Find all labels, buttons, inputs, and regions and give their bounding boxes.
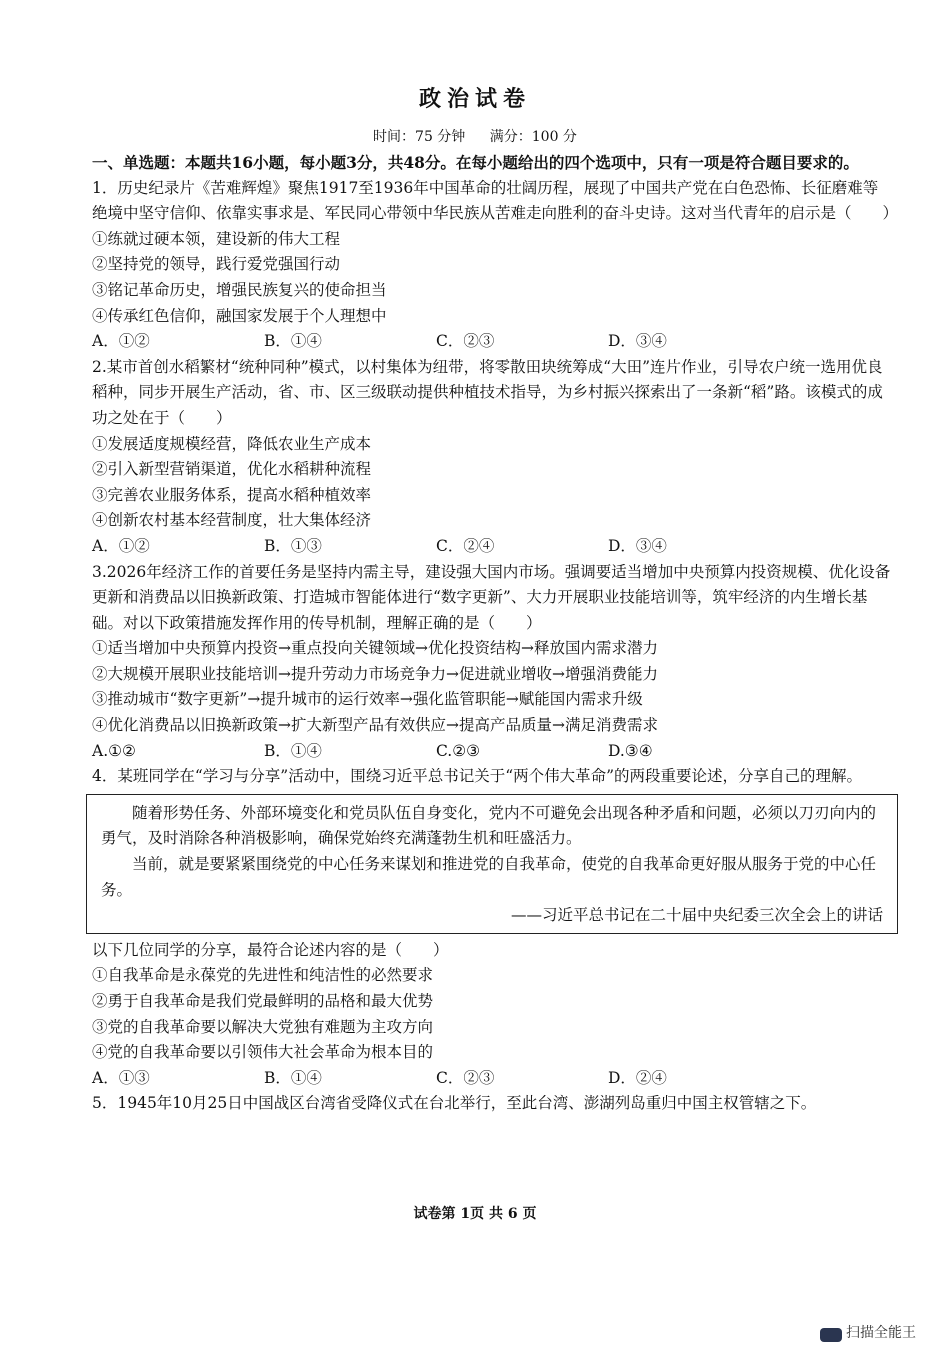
option-d: D.③④ bbox=[608, 741, 653, 760]
question-1-stem: 1．历史纪录片《苦难辉煌》聚焦1917至1936年中国革命的壮阔历程，展现了中国共产党在白色恐怖、长征磨难等绝境中坚守信仰、依靠实事求是、军民同心带领中华民族从苦难走向胜利的奋斗史诗。这对当代青年的启示是（ ） bbox=[92, 178, 899, 223]
question-2-item: ①发展适度规模经营，降低农业生产成本 bbox=[92, 434, 372, 453]
option-d: D．②④ bbox=[608, 1068, 667, 1087]
question-2-options bbox=[92, 534, 892, 560]
question-4-options bbox=[92, 1066, 892, 1092]
option-b: B．①④ bbox=[264, 741, 322, 760]
question-3-item: ④优化消费品以旧换新政策→扩大新型产品有效供应→提高产品质量→满足消费需求 bbox=[92, 716, 658, 735]
question-2-item: ④创新农村基本经营制度，壮大集体经济 bbox=[92, 511, 372, 530]
quote-paragraph: 当前，就是要紧紧围绕党的中心任务来谋划和推进党的自我革命，使党的自我革命更好服从服务于党的中心任务。 bbox=[101, 855, 877, 899]
scanner-logo-icon bbox=[820, 1328, 842, 1342]
exam-score: 满分：100 分 bbox=[489, 129, 577, 145]
quote-box bbox=[86, 794, 898, 934]
question-1-item: ②坚持党的领导，践行爱党强国行动 bbox=[92, 255, 341, 274]
option-a: A.①② bbox=[92, 741, 136, 760]
exam-meta bbox=[0, 126, 950, 146]
option-c: C.②③ bbox=[436, 741, 481, 760]
question-3-options bbox=[92, 739, 892, 765]
question-4-item: ①自我革命是永葆党的先进性和纯洁性的必然要求 bbox=[92, 966, 434, 985]
quote-paragraph: 随着形势任务、外部环境变化和党员队伍自身变化，党内不可避免会出现各种矛盾和问题，必须以刀刃向内的勇气，及时消除各种消极影响，确保党始终充满蓬勃生机和旺盛活力。 bbox=[101, 803, 877, 848]
question-2-stem: 2.某市首创水稻繁材“统种同种”模式，以村集体为纽带，将零散田块统筹成“大田”连片作业，引导农户统一选用优良稻种，同步开展生产活动，省、市、区三级联动提供种植技术指导，为乡村振兴探索出了一条新“稻”路。该模式的成功之处在于（ ） bbox=[92, 357, 883, 427]
question-1-item: ③铭记革命历史，增强民族复兴的使命担当 bbox=[92, 280, 387, 299]
option-b: B．①④ bbox=[264, 1068, 322, 1087]
question-1-item: ①练就过硬本领，建设新的伟大工程 bbox=[92, 229, 341, 248]
question-4-stem: 4．某班同学在“学习与分享”活动中，围绕习近平总书记关于“两个伟大革命”的两段重要论述，分享自己的理解。 bbox=[92, 767, 863, 786]
question-3-item: ②大规模开展职业技能培训→提升劳动力市场竞争力→促进就业增收→增强消费能力 bbox=[92, 664, 658, 683]
question-2-item: ③完善农业服务体系，提高水稻种植效率 bbox=[92, 485, 372, 504]
question-4-ask: 以下几位同学的分享，最符合论述内容的是（ ） bbox=[92, 940, 449, 959]
question-1-options bbox=[92, 329, 892, 355]
question-3-stem: 3.2026年经济工作的首要任务是坚持内需主导，建设强大国内市场。强调要适当增加中央预算内投资规模、优化设备更新和消费品以旧换新政策、打造城市智能体进行“数字更新”、大力开展职业技能培训等，筑牢经济的内生增长基础。对以下政策措施发挥作用的传导机制，理解正确的是（ ） bbox=[92, 562, 891, 632]
section-heading: 一、单选题：本题共16小题，每小题3分，共48分。在每小题给出的四个选项中，只有一项是符合题目要求的。 bbox=[92, 153, 859, 172]
watermark-text: 扫描全能王 bbox=[846, 1325, 916, 1341]
option-b: B．①④ bbox=[264, 332, 322, 351]
option-d: D．③④ bbox=[608, 536, 667, 555]
page-title: 政治试卷 bbox=[418, 86, 531, 112]
question-3-item: ③推动城市“数字更新”→提升城市的运行效率→强化监管职能→赋能国内需求升级 bbox=[92, 690, 643, 709]
option-a: A．①③ bbox=[92, 1068, 150, 1087]
option-c: C．②③ bbox=[436, 1068, 495, 1087]
option-c: C．②③ bbox=[436, 332, 495, 351]
scanner-watermark bbox=[820, 1322, 950, 1345]
option-a: A．①② bbox=[92, 332, 150, 351]
exam-time: 时间：75 分钟 bbox=[373, 129, 466, 145]
question-4-item: ③党的自我革命要以解决大党独有难题为主攻方向 bbox=[92, 1017, 434, 1036]
question-4-item: ②勇于自我革命是我们党最鲜明的品格和最大优势 bbox=[92, 992, 434, 1010]
page-footer: 试卷第 1页 共 6 页 bbox=[413, 1206, 537, 1222]
exam-content bbox=[92, 150, 899, 1117]
question-5-stem: 5．1945年10月25日中国战区台湾省受降仪式在台北举行，至此台湾、澎湖列岛重归中国主权管辖之下。 bbox=[92, 1094, 817, 1113]
option-c: C．②④ bbox=[436, 536, 495, 555]
option-d: D．③④ bbox=[608, 332, 667, 351]
option-a: A．①② bbox=[92, 536, 150, 555]
question-2-item: ②引入新型营销渠道，优化水稻耕种流程 bbox=[92, 460, 372, 479]
question-3-item: ①适当增加中央预算内投资→重点投向关键领域→优化投资结构→释放国内需求潜力 bbox=[92, 639, 658, 658]
option-b: B．①③ bbox=[264, 536, 322, 555]
quote-source: ——习近平总书记在二十届中央纪委三次全会上的讲话 bbox=[510, 906, 883, 925]
question-4-item: ④党的自我革命要以引领伟大社会革命为根本目的 bbox=[92, 1043, 434, 1062]
question-1-item: ④传承红色信仰，融国家发展于个人理想中 bbox=[92, 306, 387, 325]
